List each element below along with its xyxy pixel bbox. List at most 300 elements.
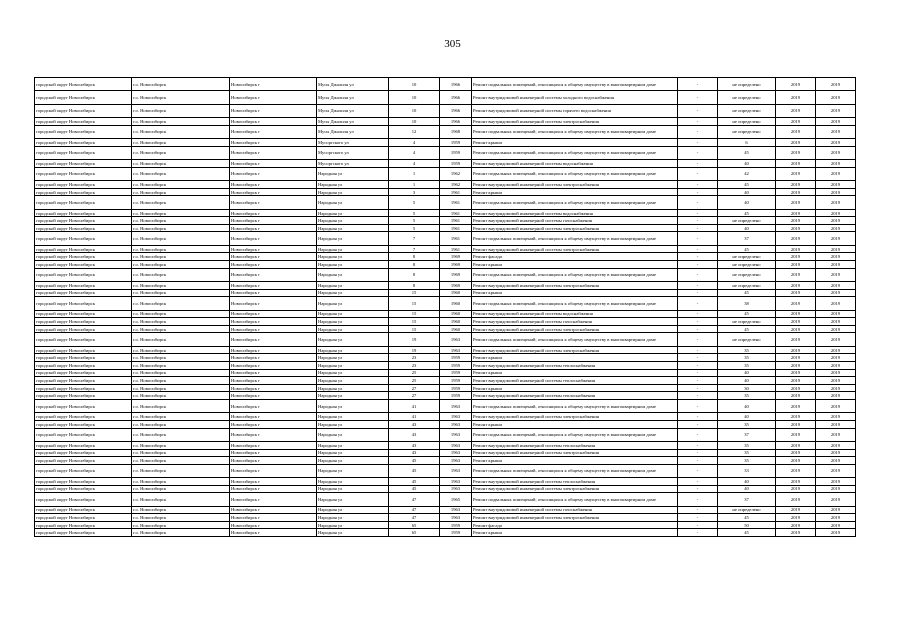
- municipality-cell: городской округ Новосибирск: [35, 253, 132, 261]
- house-number-cell: 45: [389, 478, 440, 486]
- dash-cell: -: [678, 521, 718, 529]
- street-cell: Народная ул: [317, 253, 389, 261]
- build-year-cell: 1960: [440, 310, 472, 318]
- start-year-cell: 2019: [776, 354, 816, 362]
- street-cell: Народная ул: [317, 493, 389, 506]
- build-year-cell: 1963: [440, 506, 472, 514]
- locality-cell: Новосибирск г: [230, 399, 317, 412]
- start-year-cell: 2019: [776, 282, 816, 290]
- street-cell: Народная ул: [317, 529, 389, 537]
- cost-cell: 50: [718, 521, 776, 529]
- table-row: [35, 91, 856, 104]
- municipality-cell: городской округ Новосибирск: [35, 529, 132, 537]
- settlement-cell: г.о. Новосибирск: [132, 464, 230, 477]
- settlement-cell: г.о. Новосибирск: [132, 361, 230, 369]
- start-year-cell: 2019: [776, 377, 816, 385]
- build-year-cell: 1963: [440, 413, 472, 421]
- locality-cell: Новосибирск г: [230, 413, 317, 421]
- settlement-cell: г.о. Новосибирск: [132, 485, 230, 493]
- street-cell: Народная ул: [317, 209, 389, 217]
- cost-cell: 35: [718, 420, 776, 428]
- work-type-cell: Ремонт крыши: [472, 369, 678, 377]
- street-cell: Народная ул: [317, 478, 389, 486]
- start-year-cell: 2019: [776, 384, 816, 392]
- house-number-cell: 5: [389, 217, 440, 225]
- locality-cell: Новосибирск г: [230, 196, 317, 209]
- end-year-cell: 2019: [816, 282, 856, 290]
- build-year-cell: 1961: [440, 232, 472, 245]
- cost-cell: 35: [718, 346, 776, 354]
- start-year-cell: 2019: [776, 514, 816, 522]
- build-year-cell: 1963: [440, 449, 472, 457]
- work-type-cell: Ремонт подвальных помещений, относящихся к общему имуществу в многоквартирном доме: [472, 196, 678, 209]
- municipality-cell: городской округ Новосибирск: [35, 354, 132, 362]
- dash-cell: -: [678, 217, 718, 225]
- settlement-cell: г.о. Новосибирск: [132, 506, 230, 514]
- municipality-cell: городской округ Новосибирск: [35, 521, 132, 529]
- house-number-cell: 15: [389, 297, 440, 310]
- settlement-cell: г.о. Новосибирск: [132, 224, 230, 232]
- cost-cell: не определено: [718, 217, 776, 225]
- build-year-cell: 1965: [440, 493, 472, 506]
- cost-cell: 45: [718, 529, 776, 537]
- start-year-cell: 2019: [776, 188, 816, 196]
- start-year-cell: 2019: [776, 91, 816, 104]
- cost-cell: 45: [718, 181, 776, 189]
- municipality-cell: городской округ Новосибирск: [35, 449, 132, 457]
- table-row: [35, 125, 856, 138]
- locality-cell: Новосибирск г: [230, 78, 317, 91]
- street-cell: Мусы Джалиля ул: [317, 91, 389, 104]
- street-cell: Народная ул: [317, 224, 389, 232]
- house-number-cell: 5: [389, 224, 440, 232]
- table-row: [35, 478, 856, 486]
- end-year-cell: 2019: [816, 333, 856, 346]
- work-type-cell: Ремонт внутридомовой инженерной системы водоснабжения: [472, 160, 678, 168]
- settlement-cell: г.о. Новосибирск: [132, 196, 230, 209]
- street-cell: Народная ул: [317, 167, 389, 180]
- municipality-cell: городской округ Новосибирск: [35, 139, 132, 147]
- end-year-cell: 2019: [816, 413, 856, 421]
- work-type-cell: Ремонт внутридомовой инженерной системы электроснабжения: [472, 325, 678, 333]
- start-year-cell: 2019: [776, 529, 816, 537]
- build-year-cell: 1960: [440, 297, 472, 310]
- work-type-cell: Ремонт внутридомовой инженерной системы теплоснабжения: [472, 377, 678, 385]
- dash-cell: -: [678, 318, 718, 326]
- dash-cell: -: [678, 261, 718, 269]
- municipality-cell: городской округ Новосибирск: [35, 377, 132, 385]
- table-row: [35, 485, 856, 493]
- cost-cell: 45: [718, 289, 776, 297]
- municipality-cell: городской округ Новосибирск: [35, 333, 132, 346]
- locality-cell: Новосибирск г: [230, 377, 317, 385]
- end-year-cell: 2019: [816, 325, 856, 333]
- dash-cell: -: [678, 428, 718, 441]
- work-type-cell: Ремонт внутридомовой инженерной системы электроснабжения: [472, 346, 678, 354]
- cost-cell: не определено: [718, 104, 776, 117]
- settlement-cell: г.о. Новосибирск: [132, 399, 230, 412]
- locality-cell: Новосибирск г: [230, 441, 317, 449]
- start-year-cell: 2019: [776, 232, 816, 245]
- locality-cell: Новосибирск г: [230, 91, 317, 104]
- work-type-cell: Ремонт подвальных помещений, относящихся к общему имуществу в многоквартирном доме: [472, 268, 678, 281]
- start-year-cell: 2019: [776, 167, 816, 180]
- work-type-cell: Ремонт внутридомовой инженерной системы электроснабжения: [472, 245, 678, 253]
- table-body: [35, 78, 856, 537]
- municipality-cell: городской округ Новосибирск: [35, 318, 132, 326]
- table-row: [35, 139, 856, 147]
- locality-cell: Новосибирск г: [230, 428, 317, 441]
- build-year-cell: 1959: [440, 377, 472, 385]
- street-cell: Народная ул: [317, 457, 389, 465]
- start-year-cell: 2019: [776, 146, 816, 159]
- locality-cell: Новосибирск г: [230, 139, 317, 147]
- settlement-cell: г.о. Новосибирск: [132, 261, 230, 269]
- end-year-cell: 2019: [816, 399, 856, 412]
- start-year-cell: 2019: [776, 104, 816, 117]
- house-number-cell: 4: [389, 160, 440, 168]
- cost-cell: не определено: [718, 318, 776, 326]
- street-cell: Народная ул: [317, 354, 389, 362]
- municipality-cell: городской округ Новосибирск: [35, 224, 132, 232]
- end-year-cell: 2019: [816, 457, 856, 465]
- table-row: [35, 346, 856, 354]
- build-year-cell: 1959: [440, 160, 472, 168]
- end-year-cell: 2019: [816, 245, 856, 253]
- end-year-cell: 2019: [816, 268, 856, 281]
- work-type-cell: Ремонт крыши: [472, 139, 678, 147]
- locality-cell: Новосибирск г: [230, 354, 317, 362]
- start-year-cell: 2019: [776, 441, 816, 449]
- build-year-cell: 1959: [440, 392, 472, 400]
- settlement-cell: г.о. Новосибирск: [132, 160, 230, 168]
- house-number-cell: 8: [389, 261, 440, 269]
- build-year-cell: 1963: [440, 399, 472, 412]
- work-type-cell: Ремонт фасада: [472, 253, 678, 261]
- work-type-cell: Ремонт подвальных помещений, относящихся к общему имуществу в многоквартирном доме: [472, 232, 678, 245]
- street-cell: Народная ул: [317, 261, 389, 269]
- dash-cell: -: [678, 420, 718, 428]
- dash-cell: -: [678, 441, 718, 449]
- start-year-cell: 2019: [776, 369, 816, 377]
- build-year-cell: 1961: [440, 224, 472, 232]
- locality-cell: Новосибирск г: [230, 125, 317, 138]
- street-cell: Народная ул: [317, 392, 389, 400]
- locality-cell: Новосибирск г: [230, 369, 317, 377]
- start-year-cell: 2019: [776, 428, 816, 441]
- build-year-cell: 1963: [440, 333, 472, 346]
- work-type-cell: Ремонт внутридомовой инженерной системы электроснабжения: [472, 449, 678, 457]
- work-type-cell: Ремонт внутридомовой инженерной системы электроснабжения: [472, 413, 678, 421]
- work-type-cell: Ремонт внутридомовой инженерной системы электроснабжения: [472, 224, 678, 232]
- dash-cell: -: [678, 384, 718, 392]
- dash-cell: -: [678, 333, 718, 346]
- house-number-cell: 23: [389, 361, 440, 369]
- table-row: [35, 449, 856, 457]
- locality-cell: Новосибирск г: [230, 104, 317, 117]
- house-number-cell: 43: [389, 441, 440, 449]
- street-cell: Мусоргского ул: [317, 146, 389, 159]
- locality-cell: Новосибирск г: [230, 224, 317, 232]
- dash-cell: -: [678, 104, 718, 117]
- end-year-cell: 2019: [816, 146, 856, 159]
- dash-cell: -: [678, 310, 718, 318]
- cost-cell: не определено: [718, 506, 776, 514]
- build-year-cell: 1961: [440, 245, 472, 253]
- dash-cell: -: [678, 188, 718, 196]
- house-number-cell: 15: [389, 289, 440, 297]
- street-cell: Народная ул: [317, 441, 389, 449]
- work-type-cell: Ремонт подвальных помещений, относящихся к общему имуществу в многоквартирном доме: [472, 333, 678, 346]
- start-year-cell: 2019: [776, 449, 816, 457]
- cost-cell: 45: [718, 514, 776, 522]
- dash-cell: -: [678, 91, 718, 104]
- house-number-cell: 27: [389, 392, 440, 400]
- table-row: [35, 413, 856, 421]
- cost-cell: 40: [718, 413, 776, 421]
- locality-cell: Новосибирск г: [230, 420, 317, 428]
- end-year-cell: 2019: [816, 377, 856, 385]
- street-cell: Народная ул: [317, 399, 389, 412]
- street-cell: Народная ул: [317, 232, 389, 245]
- work-type-cell: Ремонт подвальных помещений, относящихся к общему имуществу в многоквартирном доме: [472, 399, 678, 412]
- house-number-cell: 45: [389, 485, 440, 493]
- work-type-cell: Ремонт крыши: [472, 188, 678, 196]
- end-year-cell: 2019: [816, 369, 856, 377]
- house-number-cell: 12: [389, 125, 440, 138]
- end-year-cell: 2019: [816, 78, 856, 91]
- table-row: [35, 521, 856, 529]
- settlement-cell: г.о. Новосибирск: [132, 392, 230, 400]
- settlement-cell: г.о. Новосибирск: [132, 514, 230, 522]
- cost-cell: 42: [718, 167, 776, 180]
- settlement-cell: г.о. Новосибирск: [132, 441, 230, 449]
- table-row: [35, 118, 856, 126]
- dash-cell: -: [678, 369, 718, 377]
- dash-cell: -: [678, 209, 718, 217]
- cost-cell: 40: [718, 485, 776, 493]
- house-number-cell: 65: [389, 529, 440, 537]
- settlement-cell: г.о. Новосибирск: [132, 428, 230, 441]
- work-type-cell: Ремонт фасада: [472, 521, 678, 529]
- house-number-cell: 15: [389, 318, 440, 326]
- dash-cell: -: [678, 224, 718, 232]
- settlement-cell: г.о. Новосибирск: [132, 377, 230, 385]
- table-row: [35, 428, 856, 441]
- end-year-cell: 2019: [816, 118, 856, 126]
- build-year-cell: 1962: [440, 181, 472, 189]
- house-number-cell: 43: [389, 449, 440, 457]
- house-number-cell: 65: [389, 521, 440, 529]
- work-type-cell: Ремонт подвальных помещений, относящихся к общему имуществу в многоквартирном доме: [472, 493, 678, 506]
- settlement-cell: г.о. Новосибирск: [132, 104, 230, 117]
- settlement-cell: г.о. Новосибирск: [132, 232, 230, 245]
- table-row: [35, 297, 856, 310]
- table-row: [35, 78, 856, 91]
- cost-cell: 40: [718, 369, 776, 377]
- street-cell: Народная ул: [317, 245, 389, 253]
- build-year-cell: 1969: [440, 268, 472, 281]
- table-row: [35, 217, 856, 225]
- house-number-cell: 43: [389, 420, 440, 428]
- table-row: [35, 392, 856, 400]
- locality-cell: Новосибирск г: [230, 118, 317, 126]
- street-cell: Народная ул: [317, 361, 389, 369]
- settlement-cell: г.о. Новосибирск: [132, 384, 230, 392]
- house-number-cell: 7: [389, 232, 440, 245]
- build-year-cell: 1959: [440, 521, 472, 529]
- build-year-cell: 1968: [440, 125, 472, 138]
- cost-cell: 40: [718, 188, 776, 196]
- start-year-cell: 2019: [776, 224, 816, 232]
- house-number-cell: 15: [389, 325, 440, 333]
- settlement-cell: г.о. Новосибирск: [132, 253, 230, 261]
- dash-cell: -: [678, 289, 718, 297]
- house-number-cell: 47: [389, 514, 440, 522]
- locality-cell: Новосибирск г: [230, 160, 317, 168]
- work-type-cell: Ремонт подвальных помещений, относящихся к общему имуществу в многоквартирном доме: [472, 167, 678, 180]
- locality-cell: Новосибирск г: [230, 485, 317, 493]
- end-year-cell: 2019: [816, 310, 856, 318]
- work-type-cell: Ремонт подвальных помещений, относящихся к общему имуществу в многоквартирном доме: [472, 428, 678, 441]
- house-number-cell: 19: [389, 333, 440, 346]
- start-year-cell: 2019: [776, 118, 816, 126]
- house-number-cell: 10: [389, 78, 440, 91]
- build-year-cell: 1969: [440, 282, 472, 290]
- dash-cell: -: [678, 78, 718, 91]
- build-year-cell: 1963: [440, 485, 472, 493]
- cost-cell: 35: [718, 361, 776, 369]
- settlement-cell: г.о. Новосибирск: [132, 478, 230, 486]
- cost-cell: не определено: [718, 78, 776, 91]
- settlement-cell: г.о. Новосибирск: [132, 325, 230, 333]
- settlement-cell: г.о. Новосибирск: [132, 333, 230, 346]
- locality-cell: Новосибирск г: [230, 478, 317, 486]
- cost-cell: не определено: [718, 253, 776, 261]
- build-year-cell: 1963: [440, 441, 472, 449]
- build-year-cell: 1963: [440, 428, 472, 441]
- municipality-cell: городской округ Новосибирск: [35, 181, 132, 189]
- house-number-cell: 10: [389, 118, 440, 126]
- settlement-cell: г.о. Новосибирск: [132, 118, 230, 126]
- build-year-cell: 1959: [440, 384, 472, 392]
- dash-cell: -: [678, 146, 718, 159]
- table-row: [35, 232, 856, 245]
- municipality-cell: городской округ Новосибирск: [35, 217, 132, 225]
- build-year-cell: 1963: [440, 420, 472, 428]
- start-year-cell: 2019: [776, 125, 816, 138]
- table-row: [35, 333, 856, 346]
- dash-cell: -: [678, 413, 718, 421]
- locality-cell: Новосибирск г: [230, 232, 317, 245]
- municipality-cell: городской округ Новосибирск: [35, 78, 132, 91]
- house-number-cell: 45: [389, 464, 440, 477]
- cost-cell: 37: [718, 493, 776, 506]
- street-cell: Народная ул: [317, 268, 389, 281]
- dash-cell: -: [678, 282, 718, 290]
- municipality-cell: городской округ Новосибирск: [35, 209, 132, 217]
- house-number-cell: 43: [389, 428, 440, 441]
- end-year-cell: 2019: [816, 485, 856, 493]
- dash-cell: -: [678, 514, 718, 522]
- end-year-cell: 2019: [816, 261, 856, 269]
- start-year-cell: 2019: [776, 217, 816, 225]
- start-year-cell: 2019: [776, 521, 816, 529]
- dash-cell: -: [678, 464, 718, 477]
- build-year-cell: 1959: [440, 361, 472, 369]
- cost-cell: 37: [718, 232, 776, 245]
- street-cell: Народная ул: [317, 181, 389, 189]
- municipality-cell: городской округ Новосибирск: [35, 428, 132, 441]
- settlement-cell: г.о. Новосибирск: [132, 289, 230, 297]
- start-year-cell: 2019: [776, 297, 816, 310]
- cost-cell: 35: [718, 441, 776, 449]
- locality-cell: Новосибирск г: [230, 325, 317, 333]
- work-type-cell: Ремонт внутридомовой инженерной системы водоснабжения: [472, 310, 678, 318]
- end-year-cell: 2019: [816, 384, 856, 392]
- dash-cell: -: [678, 297, 718, 310]
- street-cell: Народная ул: [317, 289, 389, 297]
- dash-cell: -: [678, 232, 718, 245]
- table-row: [35, 506, 856, 514]
- settlement-cell: г.о. Новосибирск: [132, 282, 230, 290]
- build-year-cell: 1959: [440, 354, 472, 362]
- municipality-cell: городской округ Новосибирск: [35, 261, 132, 269]
- house-number-cell: 7: [389, 245, 440, 253]
- start-year-cell: 2019: [776, 333, 816, 346]
- end-year-cell: 2019: [816, 514, 856, 522]
- municipality-cell: городской округ Новосибирск: [35, 384, 132, 392]
- work-type-cell: Ремонт внутридомовой инженерной системы газоснабжения: [472, 506, 678, 514]
- dash-cell: -: [678, 125, 718, 138]
- dash-cell: -: [678, 325, 718, 333]
- work-type-cell: Ремонт внутридомовой инженерной системы теплоснабжения: [472, 441, 678, 449]
- municipality-cell: городской округ Новосибирск: [35, 441, 132, 449]
- street-cell: Народная ул: [317, 384, 389, 392]
- end-year-cell: 2019: [816, 224, 856, 232]
- build-year-cell: 1963: [440, 457, 472, 465]
- dash-cell: -: [678, 457, 718, 465]
- municipality-cell: городской округ Новосибирск: [35, 392, 132, 400]
- build-year-cell: 1963: [440, 478, 472, 486]
- cost-cell: не определено: [718, 118, 776, 126]
- work-type-cell: Ремонт внутридомовой инженерной системы теплоснабжения: [472, 361, 678, 369]
- start-year-cell: 2019: [776, 261, 816, 269]
- cost-cell: не определено: [718, 125, 776, 138]
- street-cell: Народная ул: [317, 377, 389, 385]
- locality-cell: Новосибирск г: [230, 261, 317, 269]
- build-year-cell: 1969: [440, 253, 472, 261]
- street-cell: Народная ул: [317, 464, 389, 477]
- end-year-cell: 2019: [816, 217, 856, 225]
- start-year-cell: 2019: [776, 139, 816, 147]
- cost-cell: 45: [718, 146, 776, 159]
- table-row: [35, 369, 856, 377]
- cost-cell: 35: [718, 354, 776, 362]
- end-year-cell: 2019: [816, 104, 856, 117]
- build-year-cell: 1966: [440, 91, 472, 104]
- end-year-cell: 2019: [816, 361, 856, 369]
- dash-cell: -: [678, 167, 718, 180]
- locality-cell: Новосибирск г: [230, 209, 317, 217]
- street-cell: Народная ул: [317, 428, 389, 441]
- house-number-cell: 19: [389, 346, 440, 354]
- settlement-cell: г.о. Новосибирск: [132, 209, 230, 217]
- build-year-cell: 1966: [440, 118, 472, 126]
- table-row: [35, 384, 856, 392]
- dash-cell: -: [678, 361, 718, 369]
- municipality-cell: городской округ Новосибирск: [35, 325, 132, 333]
